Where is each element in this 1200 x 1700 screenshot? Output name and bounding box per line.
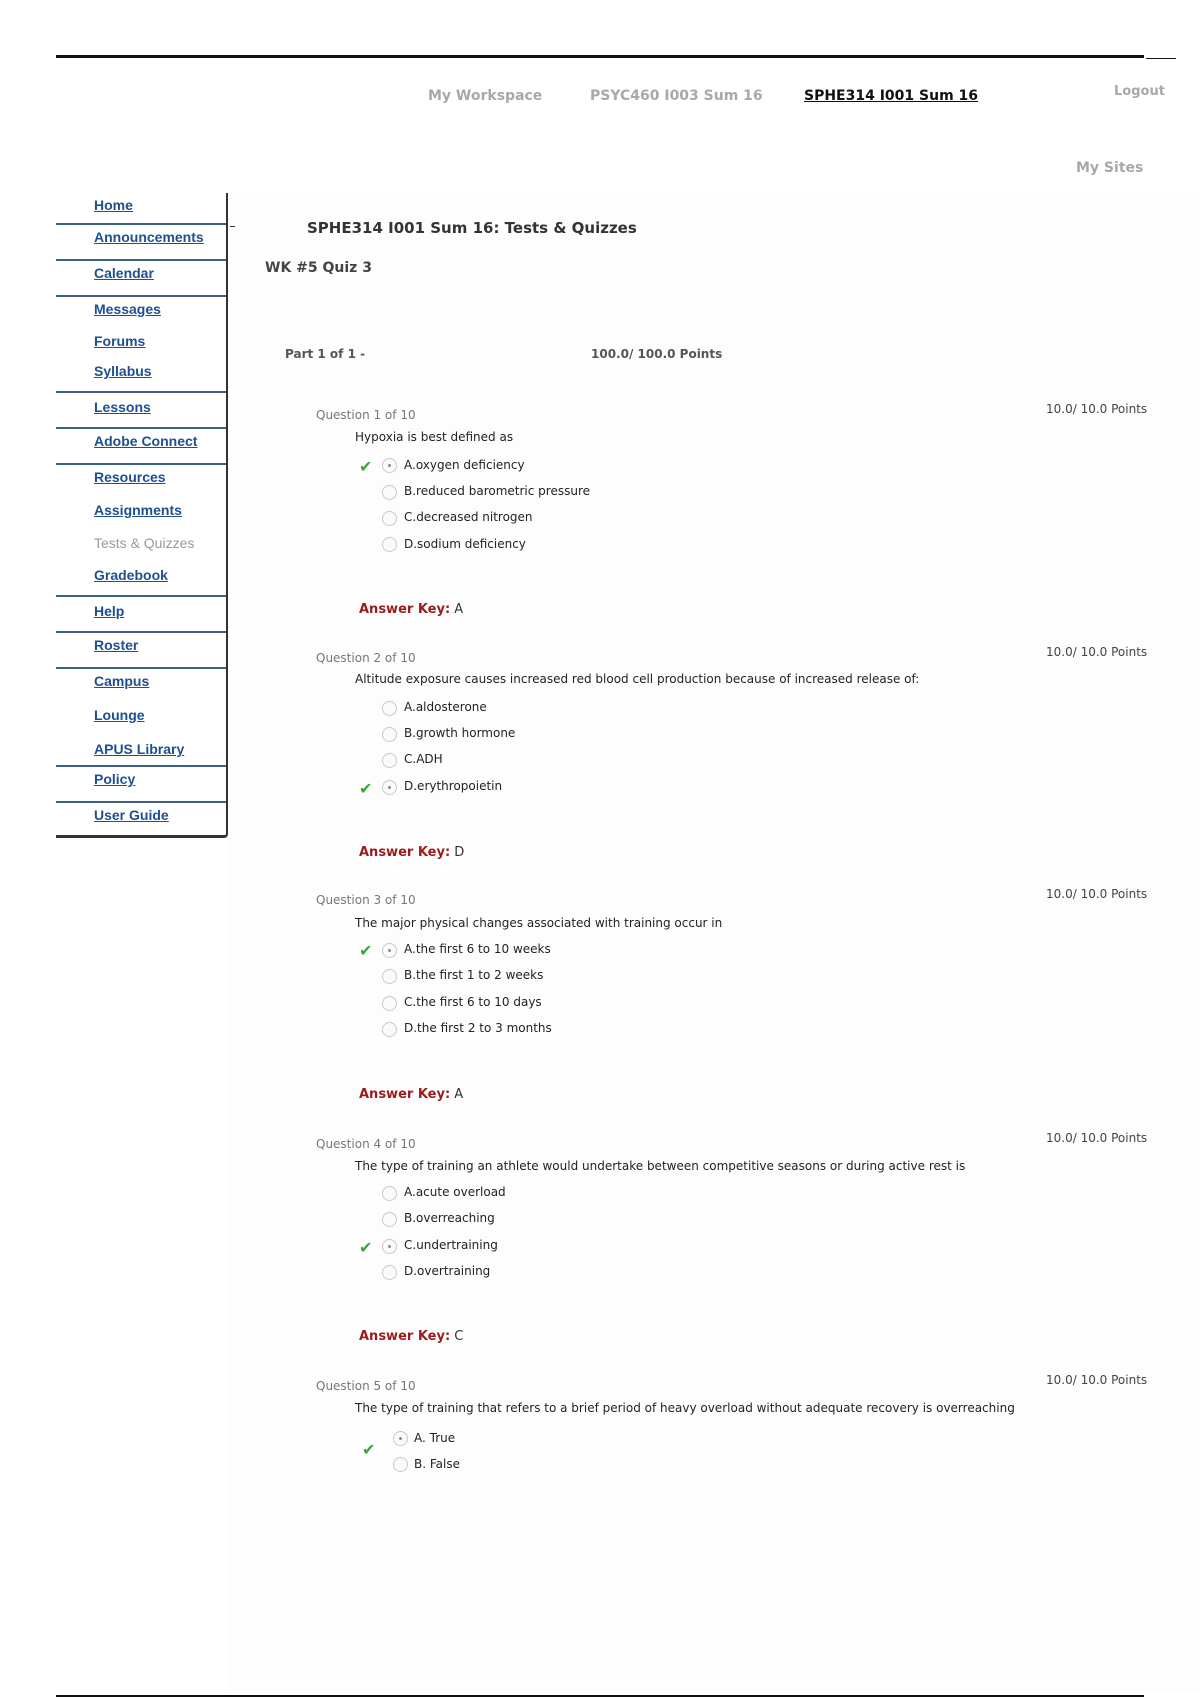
sidebar-item-label[interactable]: Policy	[94, 771, 136, 787]
sidebar-item-campus[interactable]	[56, 669, 226, 703]
checkmark-icon: ✔	[359, 1238, 373, 1257]
answer-key-label: Answer Key:	[359, 845, 451, 860]
sidebar-item-label[interactable]: Gradebook	[94, 567, 168, 583]
option-a[interactable]: A.oxygen deficiency	[404, 458, 525, 472]
sidebar-item-label[interactable]: Resources	[94, 469, 166, 485]
sidebar-item-label[interactable]: Announcements	[94, 229, 204, 245]
sidebar-item-label[interactable]: Messages	[94, 301, 161, 317]
radio-button-icon[interactable]	[382, 780, 397, 795]
option-a[interactable]: A.the first 6 to 10 weeks	[404, 942, 551, 956]
radio-button-icon[interactable]	[382, 1022, 397, 1037]
site-tab-my-workspace[interactable]: My Workspace	[428, 88, 543, 104]
option-d[interactable]: D.sodium deficiency	[404, 537, 526, 551]
radio-button-icon[interactable]	[382, 996, 397, 1011]
radio-button-icon[interactable]	[382, 969, 397, 984]
tool-menu-sidebar	[56, 193, 228, 838]
question-number: Question 5 of 10	[316, 1379, 416, 1393]
option-d[interactable]: D.the first 2 to 3 months	[404, 1021, 552, 1035]
radio-button-icon[interactable]	[382, 511, 397, 526]
top-rule	[56, 55, 1144, 58]
radio-button-icon[interactable]	[393, 1431, 408, 1446]
question-points: 10.0/ 10.0 Points	[1046, 1131, 1148, 1145]
answer-key-label: Answer Key:	[359, 1329, 451, 1344]
question-number: Question 2 of 10	[316, 651, 416, 665]
question-points: 10.0/ 10.0 Points	[1046, 887, 1148, 901]
sidebar-item-home[interactable]	[56, 193, 226, 225]
sidebar-item-label[interactable]: Adobe Connect	[94, 433, 198, 449]
answer-key-value: A	[454, 1087, 464, 1102]
sidebar-item-resources[interactable]	[56, 465, 226, 499]
answer-key-label: Answer Key:	[359, 1087, 451, 1102]
option-c[interactable]: C.undertraining	[404, 1238, 498, 1252]
question-text: The major physical changes associated with training occur in	[355, 916, 723, 930]
option-c[interactable]: C.the first 6 to 10 days	[404, 995, 542, 1009]
sidebar-item-adobe-connect[interactable]	[56, 429, 226, 465]
sidebar-item-calendar[interactable]	[56, 261, 226, 297]
sidebar-item-label[interactable]: Calendar	[94, 265, 154, 281]
sidebar-item-roster[interactable]	[56, 633, 226, 669]
sidebar-item-announcements[interactable]	[56, 225, 226, 261]
option-b[interactable]: B.growth hormone	[404, 726, 516, 740]
question-points: 10.0/ 10.0 Points	[1046, 402, 1148, 416]
option-c[interactable]: C.decreased nitrogen	[404, 510, 533, 524]
site-tab-psyc460[interactable]: PSYC460 I003 Sum 16	[590, 88, 763, 104]
sidebar-item-apus-library[interactable]	[56, 737, 226, 767]
sidebar-item-label[interactable]: Roster	[94, 637, 139, 653]
question-text: Altitude exposure causes increased red blood cell production because of increased release of:	[355, 672, 920, 686]
sidebar-item-label[interactable]: Home	[94, 197, 133, 213]
option-a[interactable]: A.aldosterone	[404, 700, 487, 714]
sidebar-item-policy[interactable]	[56, 767, 226, 803]
question-text: The type of training an athlete would undertake between competitive seasons or during active rest is	[355, 1159, 966, 1173]
radio-button-icon[interactable]	[382, 485, 397, 500]
question-number: Question 1 of 10	[316, 408, 416, 422]
sidebar-item-forums[interactable]	[56, 331, 226, 363]
answer-key	[359, 602, 463, 617]
answer-key-value: C	[454, 1329, 464, 1344]
radio-button-icon[interactable]	[382, 727, 397, 742]
answer-key	[359, 845, 464, 860]
sidebar-item-user-guide[interactable]	[56, 803, 226, 837]
radio-button-icon[interactable]	[382, 1212, 397, 1227]
radio-button-icon[interactable]	[382, 458, 397, 473]
my-sites-link[interactable]: My Sites	[1076, 160, 1144, 176]
sidebar-item-lounge[interactable]	[56, 703, 226, 737]
sidebar-item-syllabus[interactable]	[56, 363, 226, 393]
sidebar-dash	[230, 226, 235, 227]
question-text: Hypoxia is best defined as	[355, 430, 514, 444]
radio-button-icon[interactable]	[382, 943, 397, 958]
radio-button-icon[interactable]	[382, 1186, 397, 1201]
radio-button-icon[interactable]	[382, 753, 397, 768]
radio-button-icon[interactable]	[382, 1239, 397, 1254]
quiz-title: WK #5 Quiz 3	[265, 260, 372, 276]
option-true[interactable]: A. True	[414, 1431, 456, 1445]
sidebar-item-label[interactable]: User Guide	[94, 807, 169, 823]
option-b[interactable]: B.the first 1 to 2 weeks	[404, 968, 544, 982]
question-points: 10.0/ 10.0 Points	[1046, 1373, 1148, 1387]
site-navigation	[0, 88, 1200, 112]
bottom-rule	[56, 1695, 1144, 1697]
sidebar-item-assignments[interactable]	[56, 499, 226, 532]
radio-button-icon[interactable]	[382, 701, 397, 716]
sidebar-item-label[interactable]: Lounge	[94, 707, 145, 723]
sidebar-item-label: Tests & Quizzes	[94, 535, 195, 551]
checkmark-icon: ✔	[359, 941, 373, 960]
answer-key	[359, 1329, 463, 1344]
site-tab-sphe314[interactable]: SPHE314 I001 Sum 16	[804, 88, 979, 104]
option-false[interactable]: B. False	[414, 1457, 460, 1471]
radio-button-icon[interactable]	[393, 1457, 408, 1472]
option-b[interactable]: B.reduced barometric pressure	[404, 484, 591, 498]
answer-key-label: Answer Key:	[359, 602, 451, 617]
radio-button-icon[interactable]	[382, 1265, 397, 1280]
option-c[interactable]: C.ADH	[404, 752, 443, 766]
option-a[interactable]: A.acute overload	[404, 1185, 506, 1199]
answer-key	[359, 1087, 463, 1102]
page-title: SPHE314 I001 Sum 16: Tests & Quizzes	[307, 219, 637, 237]
top-rule-extension	[1146, 58, 1176, 59]
question-points: 10.0/ 10.0 Points	[1046, 645, 1148, 659]
checkmark-icon: ✔	[359, 779, 373, 798]
sidebar-item-label[interactable]: Forums	[94, 333, 146, 349]
answer-key-value: A	[454, 602, 464, 617]
part-label: Part 1 of 1 -	[285, 347, 366, 361]
sidebar-item-label[interactable]: Help	[94, 603, 125, 619]
sidebar-item-messages[interactable]	[56, 297, 226, 331]
option-d[interactable]: D.erythropoietin	[404, 779, 503, 793]
answer-key-value: D	[454, 845, 465, 860]
question-number: Question 3 of 10	[316, 893, 416, 907]
sidebar-item-label[interactable]: Lessons	[94, 399, 151, 415]
sidebar-item-label[interactable]: Assignments	[94, 502, 182, 518]
sidebar-item-tests-quizzes	[56, 532, 226, 565]
checkmark-icon: ✔	[362, 1440, 376, 1459]
sidebar-item-label[interactable]: APUS Library	[94, 741, 185, 757]
question-number: Question 4 of 10	[316, 1137, 416, 1151]
sidebar-item-gradebook[interactable]	[56, 565, 226, 597]
option-b[interactable]: B.overreaching	[404, 1211, 495, 1225]
logout-link[interactable]: Logout	[1114, 84, 1165, 99]
sidebar-item-lessons[interactable]	[56, 393, 226, 429]
checkmark-icon: ✔	[359, 457, 373, 476]
option-d[interactable]: D.overtraining	[404, 1264, 491, 1278]
question-text: The type of training that refers to a brief period of heavy overload without adequate recovery is overreaching	[355, 1401, 1015, 1415]
sidebar-item-help[interactable]	[56, 597, 226, 633]
sidebar-item-label[interactable]: Campus	[94, 673, 150, 689]
radio-button-icon[interactable]	[382, 537, 397, 552]
part-points: 100.0/ 100.0 Points	[591, 347, 723, 361]
sidebar-item-label[interactable]: Syllabus	[94, 363, 152, 379]
